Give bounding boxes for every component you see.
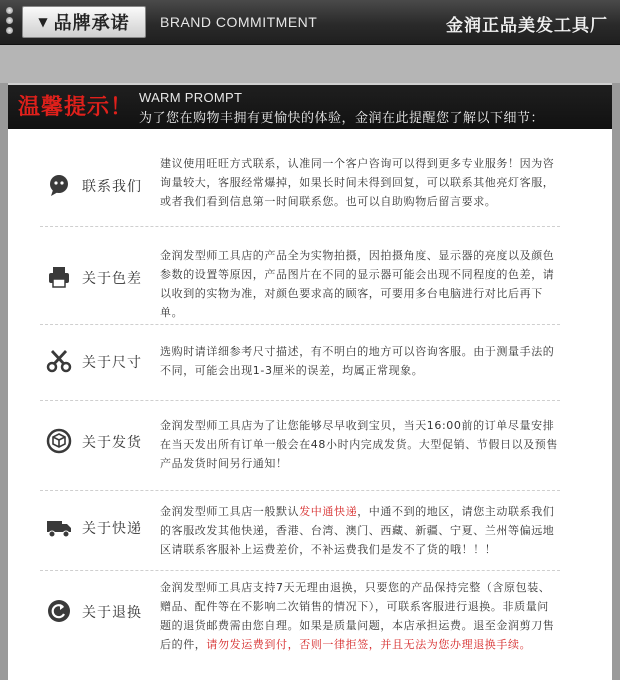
info-row-contact [40,148,560,220]
row-text-shipping: 金润发型师工具店为了让您能够尽早收到宝贝，当天16:00前的订单尽量安排在当天发出所有订单一般会在48小时内完成发货。大型促销、节假日以及预售产品发货时间另行通知！ [160,419,558,470]
row-divider [40,490,560,491]
info-row-color [40,240,560,319]
warm-prompt-text: 为了您在购物丰拥有更愉快的体验，金润在此提醒您了解以下细节： [139,111,545,126]
row-label-return: 关于退换 [82,605,142,621]
printer-icon [46,264,72,290]
shop-name: 金润正品美发工具厂 [446,16,608,36]
scissors-icon [46,348,72,374]
decor-dots [6,7,14,37]
row-divider [40,400,560,401]
warm-prompt-english: WARM PROMPT [139,90,243,105]
info-row-shipping [40,412,560,484]
truck-icon [46,514,72,540]
chat-bubble-icon [46,172,72,198]
info-row-courier [40,500,560,566]
warm-prompt-bar [8,83,612,129]
separator-band [0,45,620,83]
warm-prompt-title: 温馨提示！ [18,94,134,120]
row-divider [40,570,560,571]
row-label-shipping: 关于发货 [82,435,142,451]
brand-tab[interactable] [22,6,146,38]
box-icon [46,428,72,454]
brand-tab-label: 品牌承诺 [53,13,130,34]
row-label-courier: 关于快递 [82,521,142,537]
row-label-color: 关于色差 [82,271,142,287]
row-text-return: 金润发型师工具店支持7天无理由退换，只要您的产品保持完整（含原包装、赠品、配件等在不影响二次销售的情况下），可联系客服进行退换。非质量问题的退货邮费需由您自理。如果是质量问题，本店承担运费。退至金润剪刀售后的件，请勿发运费到付，否则一律拒签，并且无法为您办理退换手续。 [160,581,555,651]
row-divider [40,226,560,227]
info-row-return [40,576,560,660]
row-label-contact: 联系我们 [82,179,142,195]
row-text-color: 金润发型师工具店的产品全为实物拍摄，因拍摄角度、显示器的亮度以及颜色参数的设置等原因，产品图片在不同的显示器可能会出现不同程度的色差，请以收到的实物为准，对颜色要求高的顾客，可要用多台电脑进行对比后再下单。 [160,249,555,319]
row-text-size: 选购时请详细参考尺寸描述，有不明白的地方可以咨询客服。由于测量手法的不同，可能会出现1-3厘米的误差，均属正常现象。 [160,345,555,377]
triangle-down-icon: ▼ [38,15,48,29]
brand-english-title: BRAND COMMITMENT [160,14,318,30]
row-divider [40,324,560,325]
header-bar [0,0,620,45]
row-text-contact: 建议使用旺旺方式联系，认准同一个客户咨询可以得到更多专业服务！因为咨询量较大，客服经常爆掉，如果长时间未得到回复，可以联系其他亮灯客服，或者我们看到信息第一时间联系您。也可以自助购物后留言要求。 [160,157,555,208]
row-text-courier: 金润发型师工具店一般默认发中通快递，中通不到的地区，请您主动联系我们的客服改发其他快递，香港、台湾、澳门、西藏、新疆、宁夏、兰州等偏远地区请联系客服补上运费差价，不补运费我们是发不了货的哦！！！ [160,505,555,556]
return-icon [46,598,72,624]
row-label-size: 关于尺寸 [82,355,142,371]
info-row-size [40,336,560,392]
